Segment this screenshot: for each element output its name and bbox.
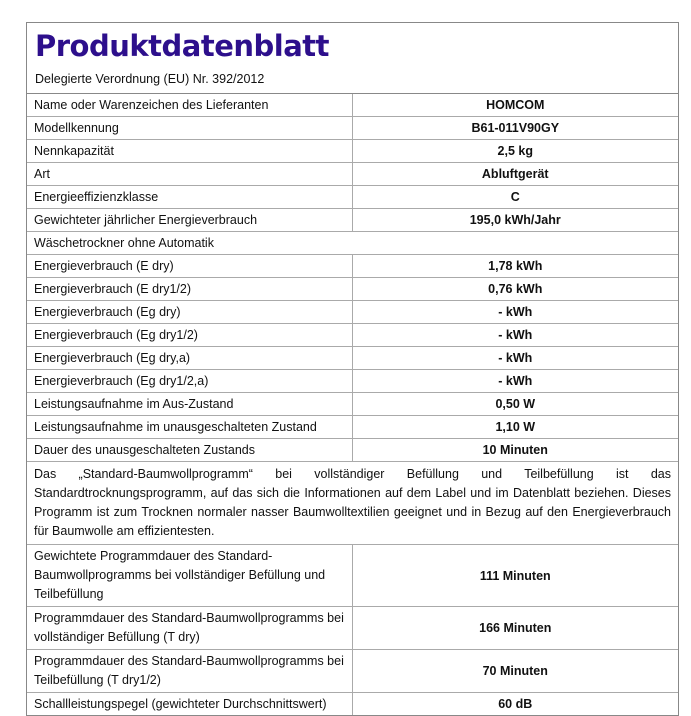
section-label: Wäschetrockner ohne Automatik (27, 232, 678, 255)
page-title: Produktdatenblatt (35, 29, 330, 63)
row-value: 10 Minuten (352, 439, 678, 462)
row-value: Abluftgerät (352, 163, 678, 186)
row-value: 2,5 kg (352, 140, 678, 163)
table-row (27, 140, 678, 163)
row-value: - kWh (352, 324, 678, 347)
row-label: Programmdauer des Standard-Baumwollprogramms bei Teilbefüllung (T dry1/2) (27, 650, 352, 693)
spec-table (27, 94, 678, 715)
row-label: Programmdauer des Standard-Baumwollprogramms bei vollständiger Befüllung (T dry) (27, 607, 352, 650)
table-row (27, 370, 678, 393)
table-row (27, 209, 678, 232)
row-value: 111 Minuten (352, 545, 678, 607)
row-value: 60 dB (352, 693, 678, 716)
table-row (27, 94, 678, 117)
row-label: Name oder Warenzeichen des Lieferanten (27, 94, 352, 117)
section-row (27, 232, 678, 255)
row-value: 1,78 kWh (352, 255, 678, 278)
table-row (27, 607, 678, 650)
row-label: Energieverbrauch (E dry) (27, 255, 352, 278)
row-value: C (352, 186, 678, 209)
row-value: - kWh (352, 347, 678, 370)
product-data-sheet (26, 22, 679, 716)
row-label: Leistungsaufnahme im unausgeschalteten Zustand (27, 416, 352, 439)
row-label: Schallleistungspegel (gewichteter Durchschnittswert) (27, 693, 352, 716)
table-row (27, 324, 678, 347)
table-row (27, 278, 678, 301)
regulation-reference: Delegierte Verordnung (EU) Nr. 392/2012 (35, 72, 265, 86)
row-value: HOMCOM (486, 98, 545, 112)
row-label: Gewichtete Programmdauer des Standard-Baumwollprogramms bei vollständiger Befüllung und Teilbefüllung (27, 545, 352, 607)
table-row (27, 186, 678, 209)
row-value: 1,10 W (352, 416, 678, 439)
sheet-header (27, 23, 678, 94)
row-label: Energieeffizienzklasse (27, 186, 352, 209)
table-row (27, 163, 678, 186)
row-value: B61-011V90GY (352, 117, 678, 140)
row-value: 166 Minuten (352, 607, 678, 650)
row-value: 0,76 kWh (352, 278, 678, 301)
row-label: Modellkennung (27, 117, 352, 140)
row-value: - kWh (352, 370, 678, 393)
row-label: Energieverbrauch (E dry1/2) (27, 278, 352, 301)
row-label: Energieverbrauch (Eg dry1/2) (27, 324, 352, 347)
row-label: Energieverbrauch (Eg dry,a) (27, 347, 352, 370)
table-row (27, 545, 678, 607)
table-row (27, 117, 678, 140)
note-row (27, 462, 678, 545)
row-value: 195,0 kWh/Jahr (352, 209, 678, 232)
row-label: Energieverbrauch (Eg dry1/2,a) (27, 370, 352, 393)
program-note: Das „Standard-Baumwollprogramm“ bei vollständiger Befüllung und Teilbefüllung ist das Standardtrocknungsprogramm, auf das sich die Informationen auf dem Label und im Datenblatt beziehen. Dieses Programm ist zum Trocknen normaler nasser Baumwolltextilien geeignet und in Bezug auf den Energieverbrauch für Baumwolle am effizientesten. (27, 462, 678, 545)
table-row (27, 393, 678, 416)
table-row (27, 301, 678, 324)
table-row (27, 347, 678, 370)
table-row (27, 650, 678, 693)
row-value: 70 Minuten (352, 650, 678, 693)
row-label: Energieverbrauch (Eg dry) (27, 301, 352, 324)
row-label: Dauer des unausgeschalteten Zustands (27, 439, 352, 462)
table-row (27, 255, 678, 278)
table-row (27, 439, 678, 462)
row-label: Leistungsaufnahme im Aus-Zustand (27, 393, 352, 416)
table-row (27, 416, 678, 439)
row-label: Gewichteter jährlicher Energieverbrauch (27, 209, 352, 232)
row-label: Art (27, 163, 352, 186)
row-label: Nennkapazität (27, 140, 352, 163)
row-value: - kWh (352, 301, 678, 324)
row-value: 0,50 W (352, 393, 678, 416)
table-row (27, 693, 678, 716)
